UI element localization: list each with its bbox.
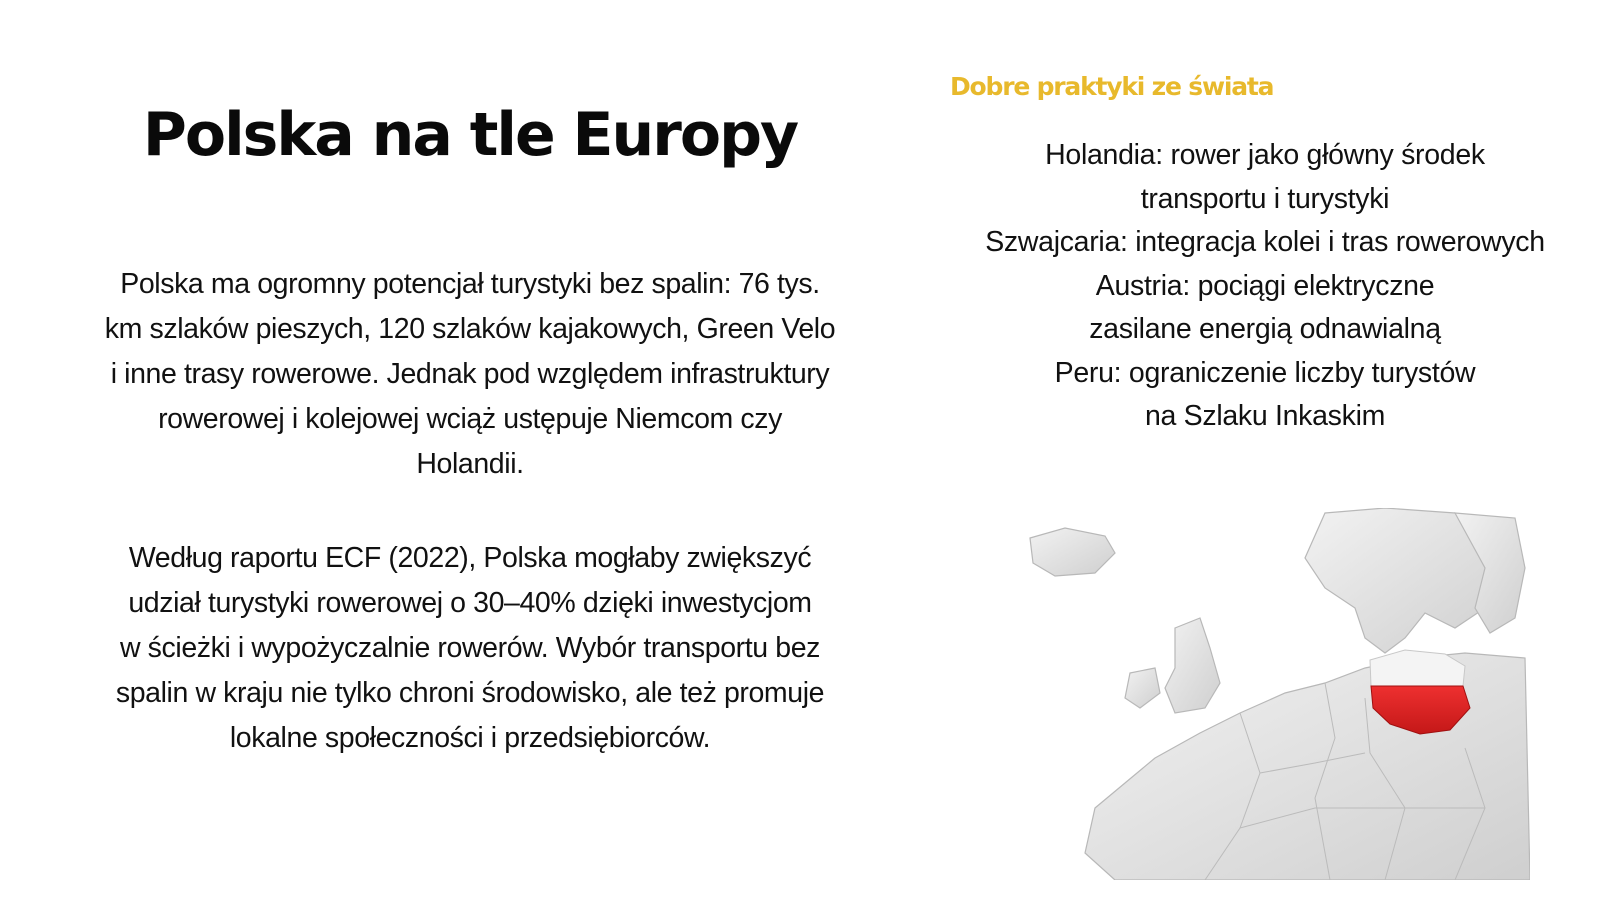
practice-line: transportu i turystyki [1140,182,1390,215]
practice-peru [945,352,1585,439]
slide-title: Polska na tle Europy [142,100,798,170]
practice-line: Szwajcaria: integracja kolei i tras rowerowych [985,226,1545,258]
intro-line: rowerowej i kolejowej wciąż ustępuje Niemcom czy [158,403,782,435]
europe-map-image [1025,508,1530,880]
report-line: spalin w kraju nie tylko chroni środowisko, ale też promuje [115,677,825,709]
practice-netherlands [945,134,1585,221]
intro-line: Holandii. [416,448,524,480]
intro-paragraph [30,262,910,487]
report-paragraph [30,536,910,761]
practice-austria [945,265,1585,352]
practice-line: na Szlaku Inkaskim [1144,400,1386,432]
practice-line: Peru: ograniczenie liczby turystów [1054,356,1476,389]
intro-line: km szlaków pieszych, 120 szlaków kajakowych, Green Velo [104,313,836,345]
report-line: lokalne społeczności i przedsiębiorców. [229,722,711,754]
intro-line: i inne trasy rowerowe. Jednak pod względem infrastruktury [110,358,830,390]
practice-line: zasilane energią odnawialną [1089,313,1441,345]
intro-line: Polska ma ogromny potencjał turystyki bez spalin: 76 tys. [120,268,820,300]
practices-heading: Dobre praktyki ze świata [950,72,1274,101]
practice-line: Holandia: rower jako główny środek [1045,139,1485,171]
report-line: w ścieżki i wypożyczalnie rowerów. Wybór transportu bez [119,632,820,664]
report-line: udział turystyki rowerowej o 30–40% dzięki inwestycjom [128,587,812,619]
practices-list [945,134,1585,439]
report-line: Według raportu ECF (2022), Polska mogłaby zwiększyć [128,542,812,574]
practice-line: Austria: pociągi elektryczne [1095,269,1435,302]
practice-switzerland [945,221,1585,265]
